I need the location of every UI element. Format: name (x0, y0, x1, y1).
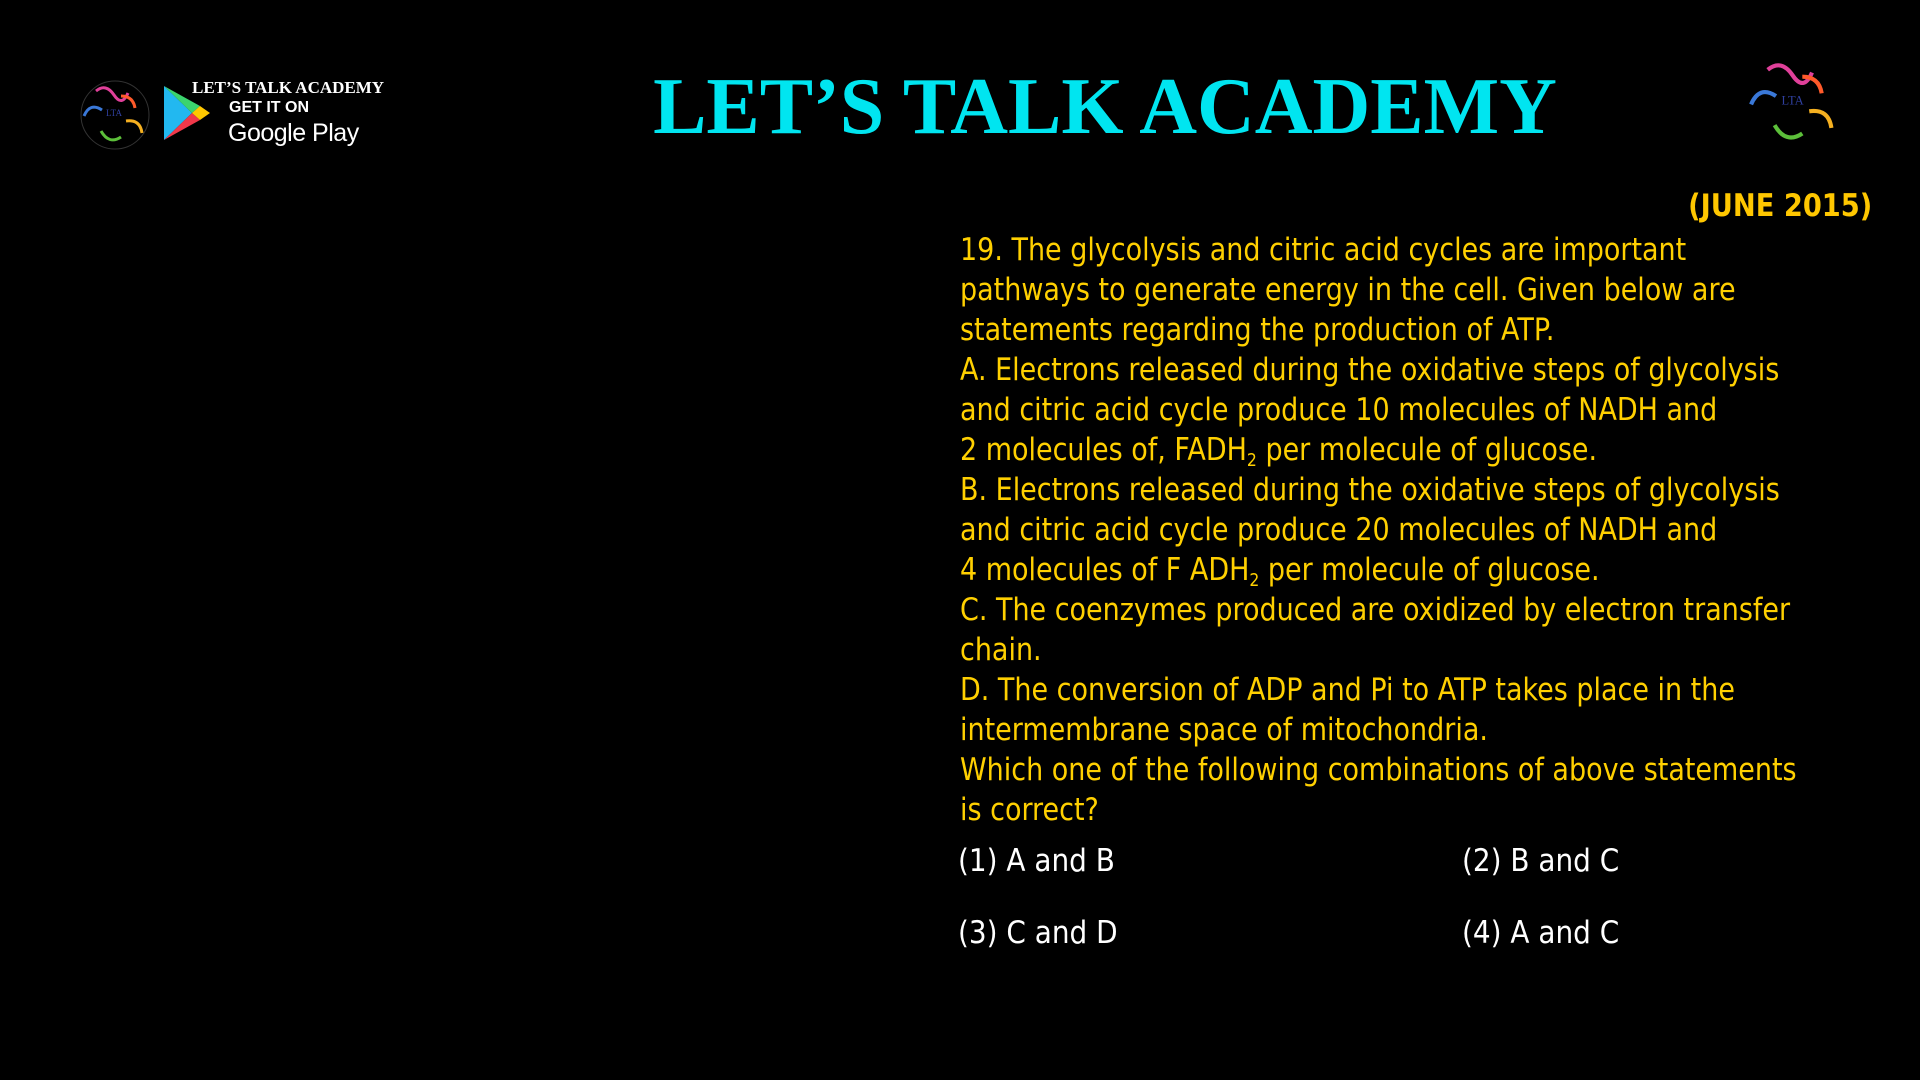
statement-b-line: and citric acid cycle produce 20 molecules of NADH and (960, 512, 1718, 548)
statement-a-line: A. Electrons released during the oxidative steps of glycolysis (960, 352, 1780, 388)
statement-d-line: intermembrane space of mitochondria. (960, 712, 1488, 748)
question-prompt: is correct? (960, 792, 1099, 828)
statement-b-line: 4 molecules of F $ADH_2$ per molecule of glucose. (960, 552, 1600, 591)
option-2[interactable]: (2) B and C (1462, 843, 1620, 879)
option-4[interactable]: (4) A and C (1462, 915, 1620, 951)
option-1[interactable]: (1) A and B (958, 843, 1115, 879)
badge-brand: LET’S TALK ACADEMY (192, 78, 385, 97)
lta-logo-right (1739, 49, 1849, 157)
question-prompt: Which one of the following combinations of above statements (960, 752, 1797, 788)
exam-session-label: (JUNE 2015) (1687, 188, 1872, 224)
statement-d-line: D. The conversion of ADP and Pi to ATP takes place in the (960, 672, 1735, 708)
statement-c-line: chain. (960, 632, 1042, 668)
statement-a-line: and citric acid cycle produce 10 molecules of NADH and (960, 392, 1718, 428)
page-title: LET’S TALK ACADEMY (653, 63, 1557, 151)
question-text (960, 230, 1891, 830)
statement-c-line: C. The coenzymes produced are oxidized by electron transfer (960, 592, 1791, 628)
svg-text:LTA: LTA (106, 108, 122, 118)
question-line: pathways to generate energy in the cell. Given below are (960, 272, 1736, 308)
statement-a-line: 2 molecules of, $FADH_2$ per molecule of glucose. (960, 432, 1598, 471)
badge-get-it-on[interactable]: GET IT ON (229, 99, 309, 116)
statement-b-line: B. Electrons released during the oxidative steps of glycolysis (960, 472, 1780, 508)
svg-text:LTA: LTA (1781, 93, 1804, 108)
badge-google-play[interactable]: Google Play (228, 119, 359, 147)
question-line: 19. The glycolysis and citric acid cycles are important (960, 232, 1687, 268)
question-line: statements regarding the production of ATP. (960, 312, 1555, 348)
option-3[interactable]: (3) C and D (958, 915, 1118, 951)
